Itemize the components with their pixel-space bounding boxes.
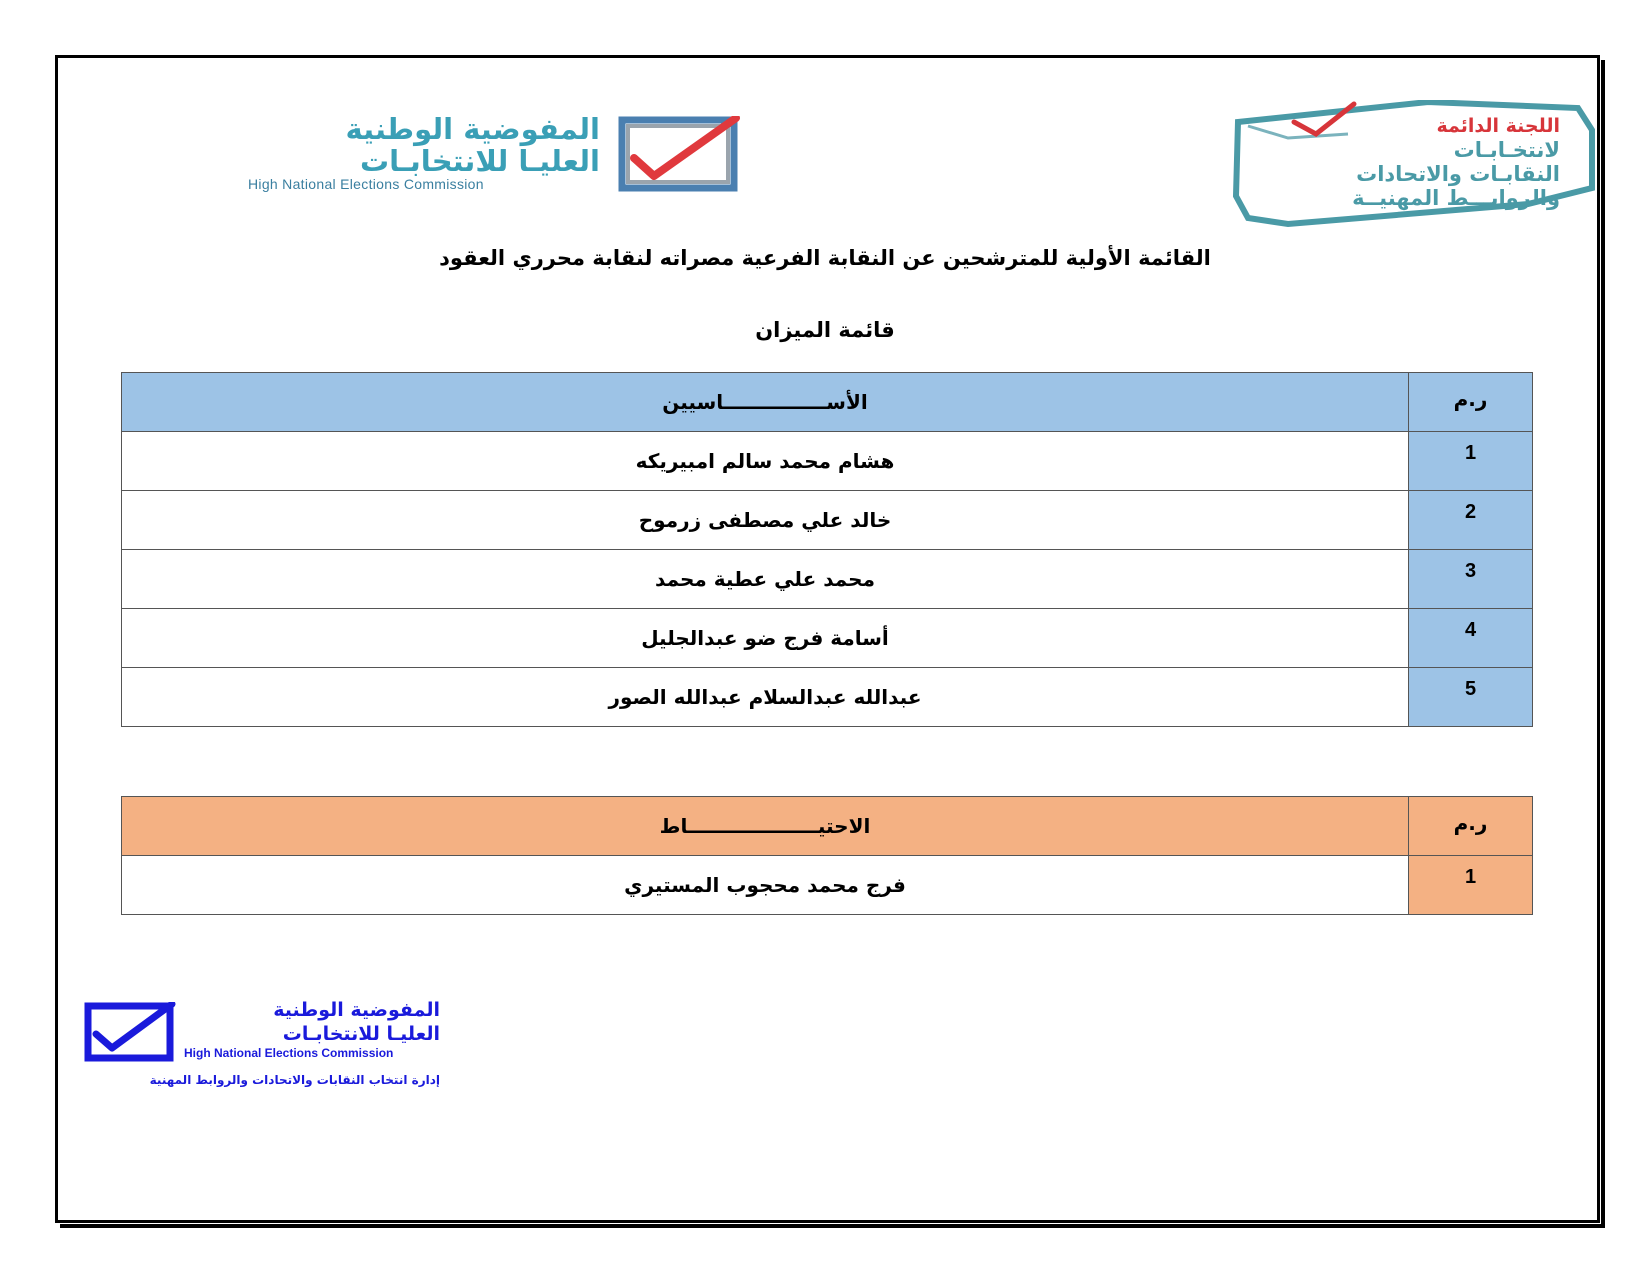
candidate-name: عبدالله عبدالسلام عبدالله الصور	[122, 668, 1409, 727]
header-number: ر.م	[1409, 373, 1533, 432]
hnec-stamp	[84, 998, 440, 1094]
table-row	[122, 550, 1533, 609]
hnec-logo-arabic-line1: المفوضية الوطنية	[345, 112, 600, 146]
table-header-row	[122, 797, 1533, 856]
stamp-footer: إدارة انتخاب النقابات والاتحادات والروابط المهنية	[149, 1073, 440, 1087]
candidate-name: محمد علي عطية محمد	[122, 550, 1409, 609]
table-row	[122, 491, 1533, 550]
table-row	[122, 668, 1533, 727]
hnec-logo	[232, 112, 742, 196]
document-title: القائمة الأولية للمترشحين عن النقابة الفرعية مصراته لنقابة محرري العقود	[439, 246, 1211, 270]
list-name: قائمة الميزان	[755, 318, 895, 342]
stamp-english: High National Elections Commission	[184, 1046, 394, 1060]
table-row	[122, 609, 1533, 668]
candidate-name: فرج محمد محجوب المستيري	[122, 856, 1409, 915]
candidate-name: أسامة فرج ضو عبدالجليل	[122, 609, 1409, 668]
reserve-candidates-table	[121, 796, 1533, 915]
row-number: 5	[1409, 668, 1533, 727]
stamp-arabic-line2: العليـا للانتخابـات	[282, 1023, 440, 1045]
header-number: ر.م	[1409, 797, 1533, 856]
ballot-check-icon	[618, 116, 742, 192]
hnec-logo-english: High National Elections Commission	[248, 176, 484, 192]
stamp-ballot-check-icon	[84, 1002, 176, 1062]
table-row	[122, 856, 1533, 915]
table-row	[122, 432, 1533, 491]
row-number: 1	[1409, 856, 1533, 915]
stamp-text	[178, 998, 440, 1060]
committee-line3: النقابـات والاتحادات	[1356, 162, 1560, 186]
header-main-candidates: الأســـــــــــــــاسيين	[122, 373, 1409, 432]
hnec-logo-text	[240, 112, 600, 192]
committee-line2: لانتخـابـات	[1453, 138, 1560, 162]
committee-logo	[1228, 100, 1606, 228]
table-header-row	[122, 373, 1533, 432]
committee-logo-text	[1352, 114, 1560, 210]
candidate-name: هشام محمد سالم امبيريكه	[122, 432, 1409, 491]
committee-line1: اللجنة الدائمة	[1436, 115, 1560, 137]
hnec-logo-arabic-line2: العليـا للانتخابـات	[359, 144, 600, 178]
row-number: 1	[1409, 432, 1533, 491]
stamp-arabic-line1: المفوضية الوطنية	[273, 999, 440, 1021]
candidate-name: خالد علي مصطفى زرموح	[122, 491, 1409, 550]
header-reserve: الاحتيـــــــــــــــــــاط	[122, 797, 1409, 856]
row-number: 3	[1409, 550, 1533, 609]
row-number: 2	[1409, 491, 1533, 550]
main-candidates-table	[121, 372, 1533, 727]
row-number: 4	[1409, 609, 1533, 668]
committee-line4: والروابـــط المهنيــة	[1352, 186, 1560, 210]
